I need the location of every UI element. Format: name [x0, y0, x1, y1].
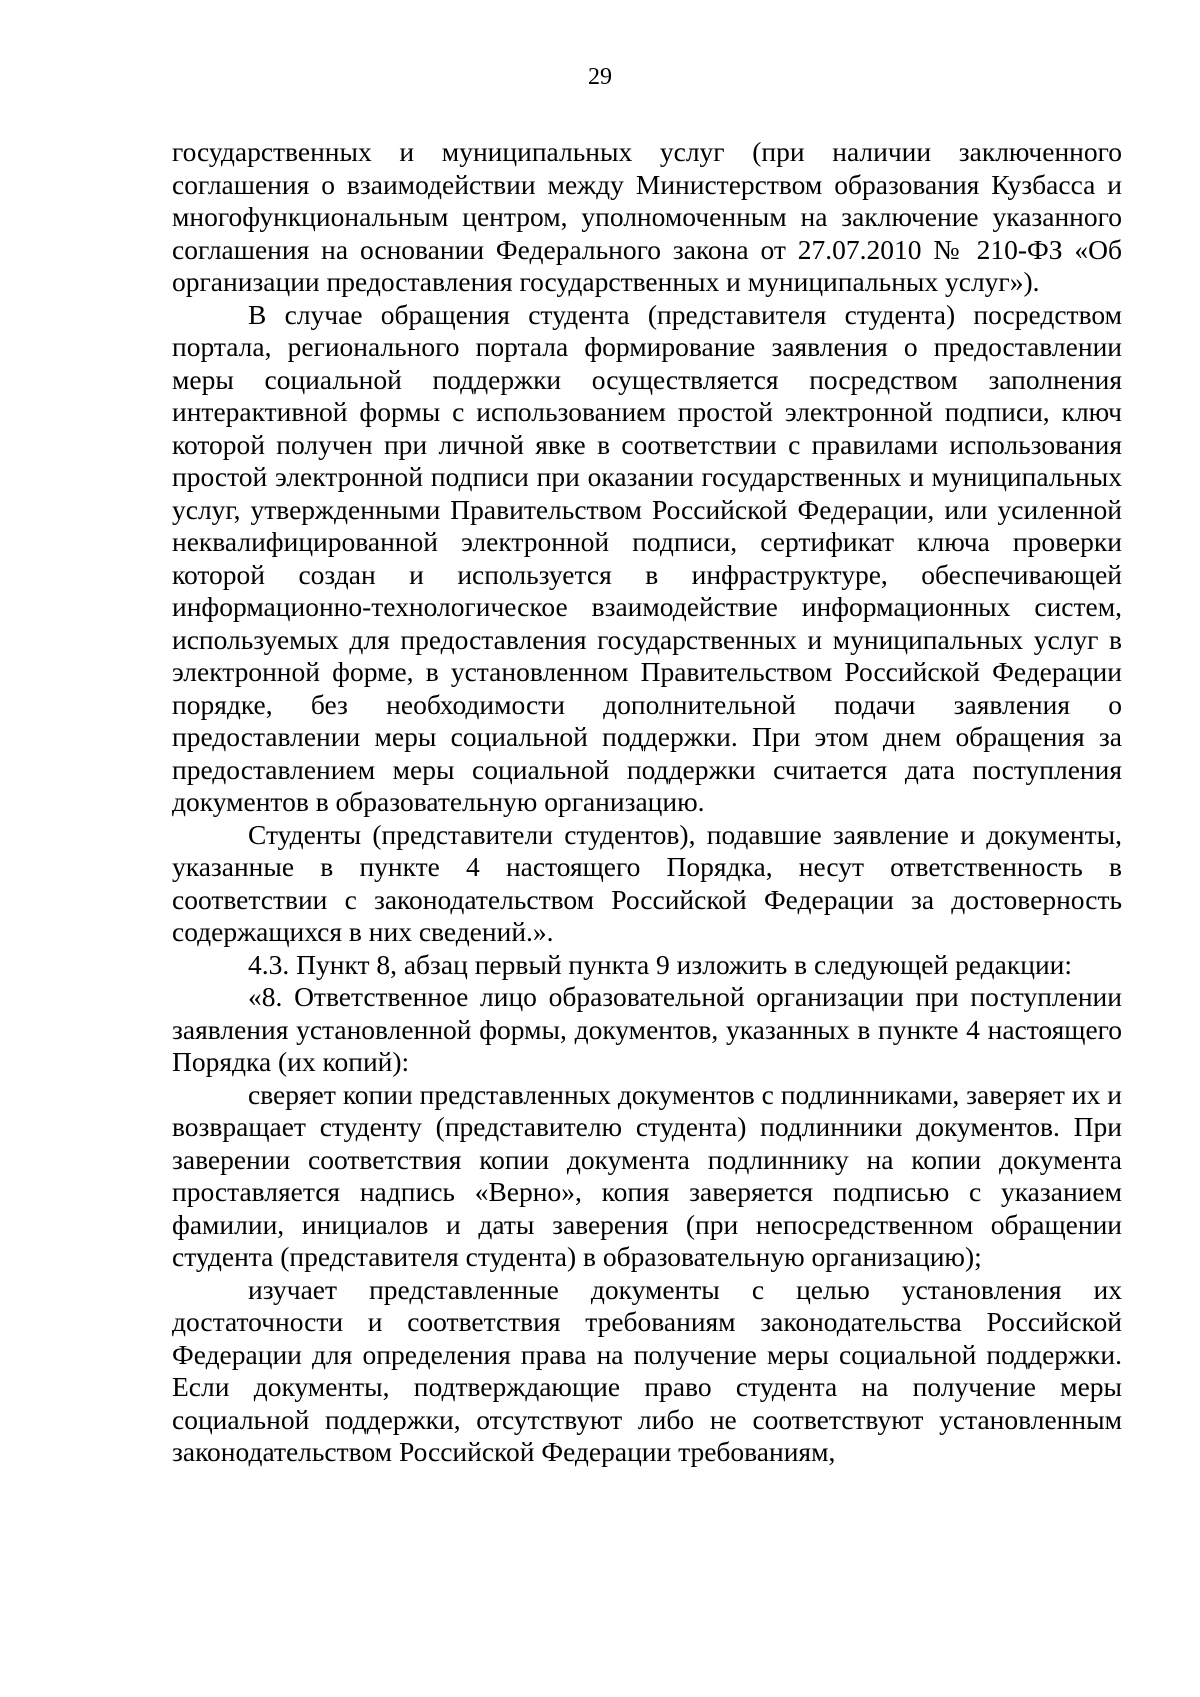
paragraph-verify-copies: сверяет копии представленных документов с подлинниками, заверяет их и возвращает студенту (представителю студента) подлинники документов. При заверении соответствия копии документа подлиннику на копии документа проставляется надпись «Верно», копия заверяется подписью с указанием фамилии, инициалов и даты заверения (при непосредственном обращении студента (представителя студента) в образовательную организацию);	[172, 1078, 1122, 1272]
paragraph-portal-application: В случае обращения студента (представителя студента) посредством портала, регионального портала формирование заявления о предоставлении меры социальной поддержки осуществляется посредством заполнения интерактивной формы с использованием простой электронной подписи, ключ которой получен при личной явке в соответствии с правилами использования простой электронной подписи при оказании государственных и муниципальных услуг, утвержденными Правительством Российской Федерации, или усиленной неквалифицированной электронной подписи, сертификат ключа проверки которой создан и используется в инфраструктуре, обеспечивающей информационно-технологическое взаимодействие информационных систем, используемых для предоставления государственных и муниципальных услуг в электронной форме, в установленном Правительством Российской Федерации порядке, без необходимости дополнительной подачи заявления о предоставлении меры социальной поддержки. При этом днем обращения за предоставлением меры социальной поддержки считается дата поступления документов в образовательную организацию.	[172, 298, 1122, 817]
paragraph-item-8: «8. Ответственное лицо образовательной организации при поступлении заявления установленной формы, документов, указанных в пункте 4 настоящего Порядка (их копий):	[172, 981, 1122, 1077]
paragraph-continuation: государственных и муниципальных услуг (при наличии заключенного соглашения о взаимодействии между Министерством образования Кузбасса и многофункциональным центром, уполномоченным на заключение указанного соглашения на основании Федерального закона от 27.07.2010 № 210-ФЗ «Об организации предоставления государственных и муниципальных услуг»).	[172, 136, 1122, 297]
paragraph-amendment-4-3: 4.3. Пункт 8, абзац первый пункта 9 изложить в следующей редакции:	[248, 948, 1073, 980]
paragraph-examine-documents: изучает представленные документы с целью установления их достаточности и соответствия требованиям законодательства Российской Федерации для определения права на получение меры социальной поддержки. Если документы, подтверждающие право студента на получение меры социальной поддержки, отсутствуют либо не соответствуют установленным законодательством Российской Федерации требованиям,	[172, 1273, 1122, 1467]
paragraph-student-responsibility: Студенты (представители студентов), подавшие заявление и документы, указанные в пункте 4 настоящего Порядка, несут ответственность в соответствии с законодательством Российской Федерации за достоверность содержащихся в них сведений.».	[172, 818, 1122, 947]
document-body	[172, 136, 1122, 1469]
page-number: 29	[588, 64, 612, 90]
